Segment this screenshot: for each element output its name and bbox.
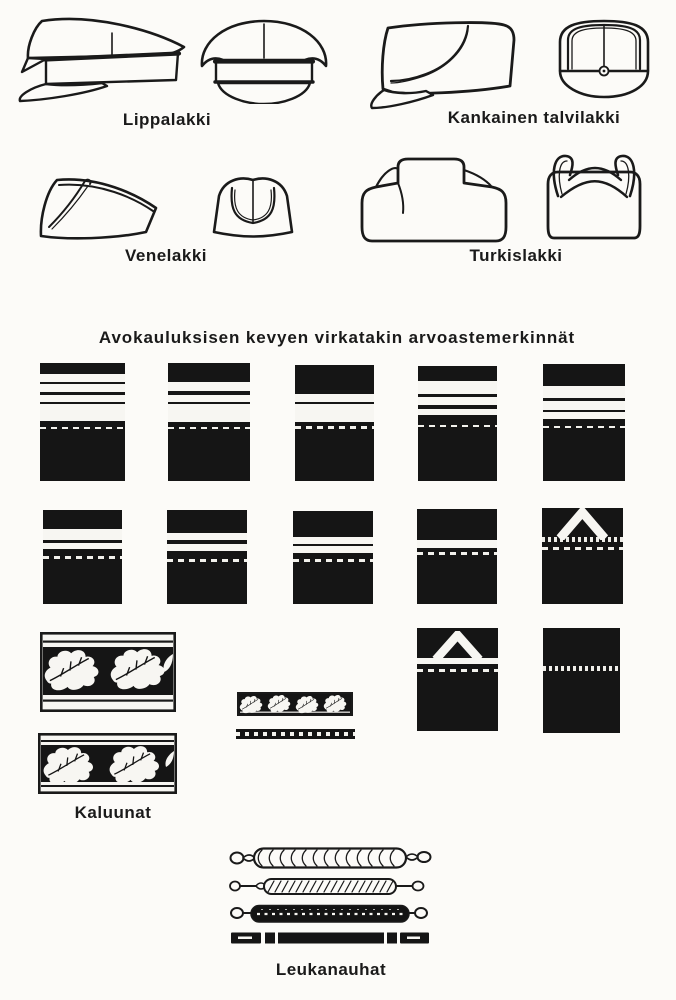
turkislakki-front-drawing [542, 150, 646, 242]
kaluuna-strip-small [237, 692, 353, 716]
insignia-patch-r1-c4 [418, 366, 497, 481]
insignia-stripe [543, 419, 625, 426]
insignia-stripe [543, 428, 625, 481]
turkislakki-side-drawing [358, 155, 510, 245]
insignia-stripe [418, 366, 497, 381]
insignia-stripe [417, 555, 497, 604]
insignia-stripe [43, 549, 122, 556]
leukanauhat-label: Leukanauhat [275, 960, 387, 979]
lippalakki-side-drawing [12, 6, 190, 104]
insignia-stripe [543, 412, 625, 419]
venelakki-front-drawing [202, 168, 306, 242]
insignia-stripe [295, 404, 374, 421]
insignia-stripe [418, 397, 497, 405]
insignia-stripe [40, 374, 125, 382]
insignia-stripe [295, 365, 374, 394]
insignia-stripe [295, 429, 374, 481]
kankainen-talvilakki-side-drawing [368, 18, 518, 110]
insignia-stripe [418, 415, 497, 424]
insignia-patch-r3-c1 [417, 628, 498, 731]
insignia-stripe [293, 511, 373, 537]
insignia-stripe [40, 429, 125, 481]
insignia-stripe [40, 404, 125, 421]
venelakki-label: Venelakki [124, 246, 208, 265]
chinstrap-flat-band [231, 931, 429, 945]
insignia-stripe [168, 363, 250, 382]
insignia-patch-r1-c3 [295, 365, 374, 481]
insignia-stripe [543, 671, 620, 733]
insignia-patch-r2-c5 [542, 508, 623, 604]
kaluuna-braid-narrow [38, 733, 177, 794]
chinstrap-light-cord [228, 845, 433, 871]
rank-chevron-icon [430, 631, 485, 661]
insignia-patch-r3-c2 [543, 628, 620, 733]
insignia-stripe [168, 429, 250, 481]
insignia-stripe [418, 409, 497, 416]
insignia-stripe [167, 544, 247, 552]
insignia-stripe [293, 562, 373, 604]
lippalakki-front-drawing [198, 12, 330, 104]
insignia-stripe [40, 395, 125, 402]
kaluuna-braid-wide [40, 632, 176, 712]
insignia-stripe [295, 394, 374, 402]
insignia-stripe [418, 381, 497, 394]
insignia-stripe [167, 551, 247, 559]
chinstrap-dark-cord [229, 903, 433, 925]
insignia-stripe [417, 672, 498, 731]
insignia-stripe [417, 540, 497, 548]
lippalakki-label: Lippalakki [122, 110, 212, 129]
insignia-stripe [167, 510, 247, 533]
insignia-patch-r2-c3 [293, 511, 373, 604]
insignia-stripe [43, 510, 122, 529]
insignia-stripe [43, 529, 122, 540]
insignia-stripe [542, 550, 623, 604]
insignia-patch-r2-c2 [167, 510, 247, 604]
insignia-stripe [418, 427, 497, 481]
rank-chevron-icon [554, 508, 611, 540]
insignia-stripe [168, 382, 250, 391]
insignia-stripe [543, 628, 620, 666]
insignia-stripe [543, 364, 625, 386]
insignia-stripe [167, 533, 247, 541]
insignia-patch-r2-c4 [417, 509, 497, 604]
insignia-stripe [40, 363, 125, 374]
insignia-stripe [168, 404, 250, 422]
turkislakki-label: Turkislakki [469, 246, 563, 265]
insignia-stripe [43, 543, 122, 550]
insignia-patch-r1-c2 [168, 363, 250, 481]
insignia-stripe [168, 395, 250, 402]
chinstrap-hatched-cord [228, 875, 432, 897]
piping-strip-small [236, 729, 355, 739]
insignia-patch-r1-c1 [40, 363, 125, 481]
insignia-section-title: Avokauluksisen kevyen virkatakin arvoastemerkinnät [98, 328, 576, 347]
venelakki-side-drawing [28, 168, 168, 246]
insignia-patch-r1-c5 [543, 364, 625, 481]
insignia-stripe [543, 401, 625, 409]
kankainen-talvilakki-label: Kankainen talvilakki [447, 108, 621, 127]
insignia-stripe [43, 559, 122, 604]
insignia-patch-r2-c1 [43, 510, 122, 604]
insignia-stripe [40, 384, 125, 392]
kankainen-talvilakki-front-drawing [552, 14, 656, 102]
insignia-stripe [167, 562, 247, 604]
insignia-stripe [417, 509, 497, 540]
insignia-stripe [543, 386, 625, 398]
kaluunat-label: Kaluunat [74, 803, 152, 822]
